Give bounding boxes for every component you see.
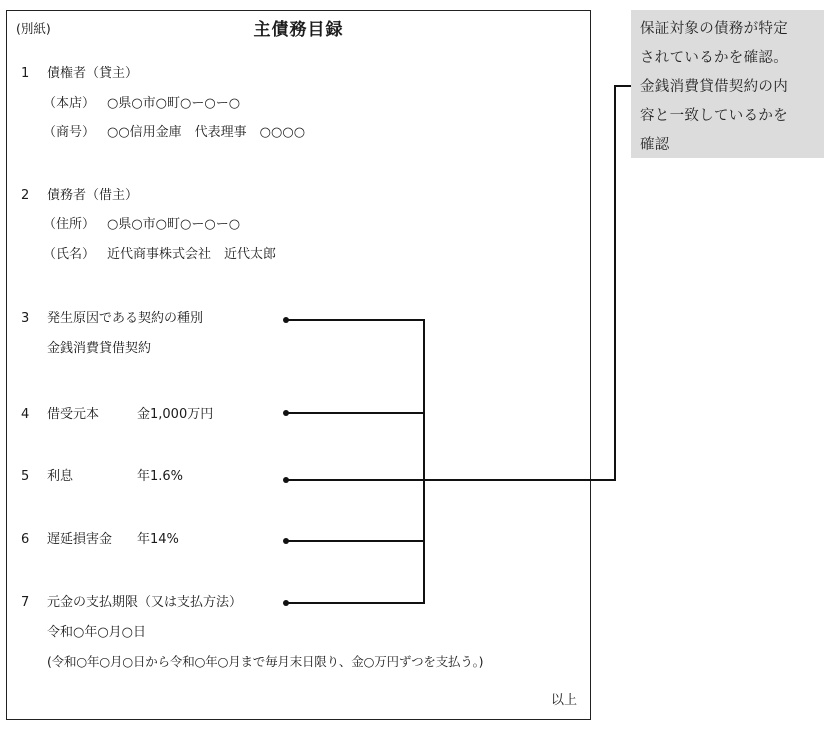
section-5-value: 年1.6%: [137, 469, 184, 484]
callout-vertical-line: [614, 85, 616, 481]
section-1-number: 1: [21, 66, 30, 81]
callout-line-2: されているかを確認。: [640, 50, 788, 66]
connector-line-section-5: [286, 479, 616, 481]
section-1-heading: 債権者（貸主）: [47, 66, 139, 81]
bracket-vertical-line: [423, 319, 425, 604]
section-1-line-2-value: ○○信用金庫 代表理事 ○○○○: [107, 125, 306, 140]
section-1-line-2-label: （商号）: [43, 125, 96, 140]
section-4-number: 4: [21, 407, 30, 422]
section-7-heading: 元金の支払期限（又は支払方法）: [47, 595, 243, 610]
closing-text: 以上: [551, 693, 578, 708]
section-7-number: 7: [21, 595, 30, 610]
section-3-detail: 金銭消費貸借契約: [47, 341, 152, 356]
section-3-number: 3: [21, 311, 30, 326]
section-2-line-2-value: 近代商事株式会社 近代太郎: [107, 247, 277, 262]
callout-line-4: 容と一致しているかを: [640, 108, 788, 124]
connector-line-section-3: [286, 319, 425, 321]
section-4-heading: 借受元本: [47, 407, 100, 422]
section-3-heading: 発生原因である契約の種別: [47, 311, 204, 326]
callout-line-3: 金銭消費貸借契約の内: [640, 79, 788, 95]
callout-line-5: 確認: [640, 137, 670, 153]
connector-line-section-6: [286, 540, 425, 542]
callout-line-1: 保証対象の債務が特定: [640, 21, 788, 37]
section-5-number: 5: [21, 469, 30, 484]
connector-line-section-4: [286, 412, 425, 414]
section-6-number: 6: [21, 532, 30, 547]
review-callout: [631, 10, 824, 158]
callout-pointer-line: [614, 85, 631, 87]
section-2-heading: 債務者（借主）: [47, 188, 139, 203]
section-7-note: (令和○年○月○日から令和○年○月まで毎月末日限り、金○万円ずつを支払う。): [47, 654, 484, 669]
section-5-heading: 利息: [47, 469, 74, 484]
document-frame: [6, 10, 591, 720]
section-2-line-1-label: （住所）: [43, 217, 96, 232]
section-4-value: 金1,000万円: [137, 407, 214, 422]
section-6-heading: 遅延損害金: [47, 532, 113, 547]
section-7-detail: 令和○年○月○日: [47, 625, 147, 640]
section-6-value: 年14%: [137, 532, 179, 547]
section-2-line-2-label: （氏名）: [43, 247, 96, 262]
section-1-line-1-label: （本店）: [43, 96, 96, 111]
section-1-line-1-value: ○県○市○町○ー○ー○: [107, 96, 241, 111]
attachment-label: (別紙): [16, 21, 51, 36]
connector-line-section-7: [286, 602, 425, 604]
section-2-number: 2: [21, 188, 30, 203]
section-2-line-1-value: ○県○市○町○ー○ー○: [107, 217, 241, 232]
document-title: 主債務目録: [253, 20, 344, 40]
